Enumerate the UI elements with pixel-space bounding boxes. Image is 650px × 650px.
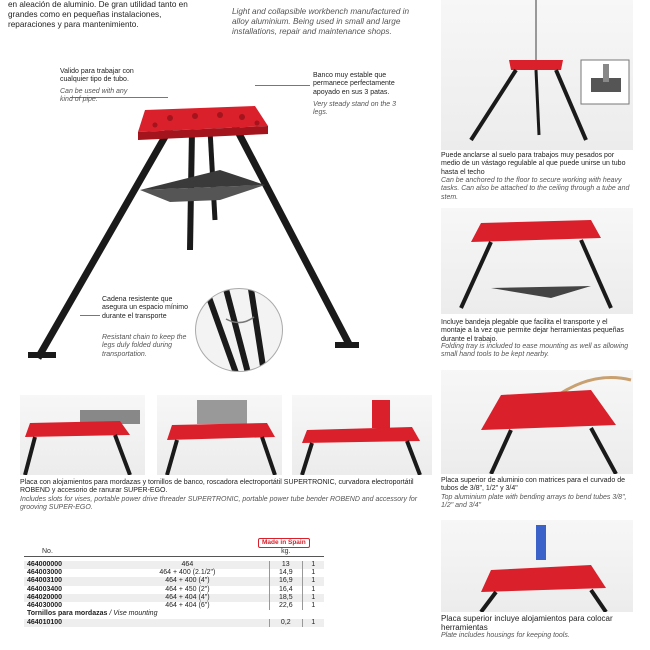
tray-text-es: Incluye bandeja plegable que facilita el transporte y el montaje a la vez que permite dejar herramientas pequeñas durante el trabajo.: [441, 319, 624, 343]
mid-caption-en: Includes slots for vises, portable power drive threader SUPERTRONIC, portable power tube bender ROBEND and accessory for grooving SUPER-EGO.: [20, 496, 418, 512]
product-description: 464 + 404 (6"): [165, 602, 210, 609]
product-number: 464003400: [27, 585, 63, 593]
product-number: 464030000: [27, 602, 63, 609]
main-tripod-image: [20, 90, 360, 370]
chain-detail-image: [195, 288, 283, 372]
product-number: 464000000: [27, 560, 63, 568]
plate-text-es: Placa superior de aluminio con matrices para el curvado de tubos de 3/8", 1/2" y 3/4": [441, 477, 626, 493]
table-row: [24, 561, 324, 569]
threader-image: [157, 395, 282, 475]
callout-pipe-es: Valido para trabajar con cualquier tipo de tubo.: [60, 68, 134, 84]
intro-text-es: en aleación de aluminio. De gran utilidad tanto en grandes como en pequeñas instalaciones, reparaciones y para mantenimiento.: [8, 0, 188, 29]
plate-text-en: Top aluminium plate with bending arrays to bend tubes 3/8", 1/2" and 3/4": [441, 494, 627, 510]
pointer-line: [80, 315, 100, 316]
table-row: [24, 619, 324, 627]
table-section-row: [24, 610, 324, 618]
product-weight: 13: [269, 561, 302, 569]
product-number: 464003000: [27, 569, 63, 576]
product-weight: 0,2: [269, 619, 302, 627]
product-description: 464 + 400 (4"): [165, 577, 210, 585]
section-heading: [24, 610, 324, 618]
anchor-text-en: Can be anchored to the floor to secure working with heavy tasks. Can also be attached to the ceiling through a tube and stem.: [441, 177, 630, 201]
product-quantity: 1: [302, 561, 324, 569]
product-quantity: 1: [302, 586, 324, 594]
product-quantity: 1: [302, 594, 324, 602]
table-row: [24, 602, 324, 610]
bender-image: [292, 395, 432, 475]
housing-text-en: Plate includes housings for keeping tools.: [441, 632, 570, 639]
product-quantity: 1: [302, 619, 324, 627]
product-number: 464020000: [27, 593, 63, 601]
product-quantity: 1: [302, 569, 324, 577]
callout-pipe-en: Can be used with any kind of pipe.: [60, 88, 128, 104]
product-quantity: 1: [302, 602, 324, 610]
tool-housing-image: [441, 520, 633, 612]
folding-tray-image: [441, 208, 633, 314]
callout-stand-es: Banco muy estable que permanece perfectamente apoyado en sus 3 patas.: [313, 72, 395, 96]
product-weight: 16,4: [269, 586, 302, 594]
product-number: 464010100: [27, 618, 63, 626]
tray-text-en: Folding tray is included to ease mounting as well as allowing small hand tools to be kept nearby.: [441, 343, 629, 359]
callout-chain-es: Cadena resistente que asegura un espacio mínimo durante el transporte: [102, 296, 188, 320]
product-description: 464: [181, 560, 194, 568]
column-header-no: No.: [42, 548, 53, 555]
product-weight: 14,9: [269, 569, 302, 577]
vise-mounting-image: [20, 395, 145, 475]
made-in-spain-badge: Made in Spain: [258, 538, 310, 548]
product-description: [106, 619, 270, 627]
callout-chain-en: Resistant chain to keep the legs duly folded during transportation.: [102, 334, 187, 358]
product-weight: 18,5: [269, 594, 302, 602]
product-description: 464 + 450 (2"): [165, 585, 210, 593]
product-weight: 16,9: [269, 577, 302, 585]
product-weight: 22,6: [269, 602, 302, 610]
product-description: 464 + 404 (4"): [165, 593, 210, 601]
anchored-tripod-image: [441, 0, 633, 150]
section-heading-en: / Vise mounting: [109, 610, 158, 618]
housing-text-es: Placa superior incluye alojamientos para colocar herramientas: [441, 614, 613, 633]
product-quantity: 1: [302, 577, 324, 585]
section-heading-es: Tornillos para mordazas: [27, 610, 110, 618]
bending-plate-image: [441, 370, 633, 474]
table-row: [24, 586, 324, 594]
anchor-text-es: Puede anclarse al suelo para trabajos muy pesados por medio de un vástago regulable al que puede unirse un tubo hasta el techo: [441, 152, 626, 176]
table-row: [24, 569, 324, 577]
product-description: 464 + 400 (2.1/2"): [159, 569, 216, 576]
column-header-kg: kg.: [281, 548, 291, 555]
callout-stand-en: Very steady stand on the 3 legs.: [313, 101, 397, 117]
table-row: [24, 577, 324, 585]
pointer-line: [255, 85, 310, 86]
product-number: 464003100: [27, 577, 63, 585]
mid-caption-es: Placa con alojamientos para mordazas y tornillos de banco, roscadora electroportátil SUPERTRONIC, curvadora electroportátil ROBEND y accesorio de ranurar SUPER-EGO.: [20, 479, 414, 495]
product-table: [24, 548, 324, 627]
table-row: [24, 594, 324, 602]
intro-text-en: Light and collapsible workbench manufactured in alloy aluminium. Being used in small and large installations, repair and maintenance shops.: [232, 7, 410, 36]
